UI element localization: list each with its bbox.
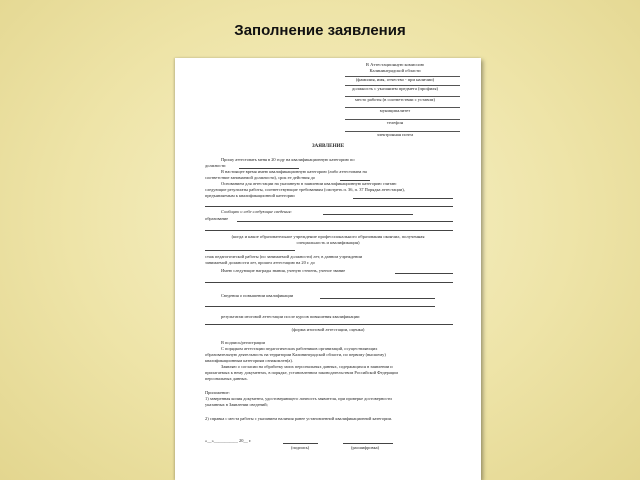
about-me-heading: Сообщаю о себе следующие сведения: (221, 209, 293, 214)
experience-text-2: занимаемой должности лет, прошел аттестацию на 20 г. до (205, 260, 315, 265)
addressee-line: В Аттестационную комиссию (365, 62, 425, 67)
position-hint: должность с указанием предмета (профиля) (352, 86, 438, 91)
attestation-form-hint: (форма итоговой аттестации, оценка) (291, 327, 365, 332)
basis-text-3: предъявляемым к квалификационной категории (205, 193, 295, 198)
education-label: образование (205, 216, 229, 221)
basis-text: Основанием для аттестации на указанную в заявлении квалификационную категорию считаю (221, 181, 397, 186)
experience-text: стаж педагогической работы (по занимаемой должности) лет, в данном учреждении (205, 254, 363, 259)
signature-label: (подпись) (291, 445, 310, 450)
municipality-hint: муниципалитет (379, 108, 411, 113)
attachment-1-cont: указанных в Заявлении сведений; (205, 402, 268, 407)
data-consent-text: Заявляю о согласии на обработку моих персональных данных, содержащихся в заявлении и (221, 364, 393, 369)
decode-label: (расшифровка) (351, 445, 380, 450)
awards-label: Имею следующие награды звания, ученую степень, ученое звание (221, 268, 346, 273)
slide-title: Заполнение заявления (234, 22, 406, 39)
consent-text-3: квалификационным категориям ознакомлен(а). (205, 358, 293, 363)
date-field: «__»___________ 20__ г. (205, 438, 252, 443)
basis-text-2: следующие результаты работы, соответствующие требованиям (смотреть п. 36, п. 37 Порядка аттестации), (205, 187, 405, 192)
addressee-region: Калининградской области (369, 68, 421, 73)
consent-text-2: образовательную деятельность на территории Калининградской области, по первому (высшему) (205, 352, 386, 357)
qualification-label: Сведения о повышении квалификации (221, 293, 294, 298)
fio-hint: (фамилия, имя, отчество - при наличии) (355, 77, 435, 82)
email-hint: электронная почта (376, 132, 414, 137)
signature-note: В подпись/регистрации (221, 340, 265, 345)
document-title: ЗАЯВЛЕНИЕ (311, 143, 345, 149)
application-form-page (175, 58, 481, 480)
current-category-validity: соответствие занимаемой должности), срок ее действия до (205, 175, 316, 180)
data-consent-text-3: персональных данных. (205, 376, 248, 381)
request-paragraph: Прошу аттестовать меня в 20 году на квалификационную категорию по (221, 157, 355, 162)
workplace-hint: место работы (в соответствии с уставом) (354, 97, 435, 102)
data-consent-text-2: прилагаемых к нему документах, в порядке, установленном законодательством Российской Федерации (205, 370, 398, 375)
attachments-title: Приложение: (205, 390, 230, 395)
results-label: результатам итоговой аттестации после курсов повышения квалификации (221, 314, 360, 319)
education-hint-2: специальность и квалификация) (296, 240, 360, 245)
attachment-2: 2) справка с места работы с указанием наличия ранее установленной квалификационной категории. (205, 416, 393, 421)
consent-text: С порядком аттестации педагогических работников организаций, осуществляющих (221, 346, 378, 351)
current-category-text: В настоящее время имею квалификационную категорию (либо аттестована на (221, 169, 367, 174)
attachment-1: 1) заверенная копия документа, удостоверяющего личность заявителя, при проверке достоверности (205, 396, 392, 401)
phone-hint: телефон (386, 120, 404, 125)
request-position-label: должности (205, 163, 226, 168)
education-hint: (когда и какое образовательное учреждение профессионального образования окончил, полученная (231, 234, 425, 239)
